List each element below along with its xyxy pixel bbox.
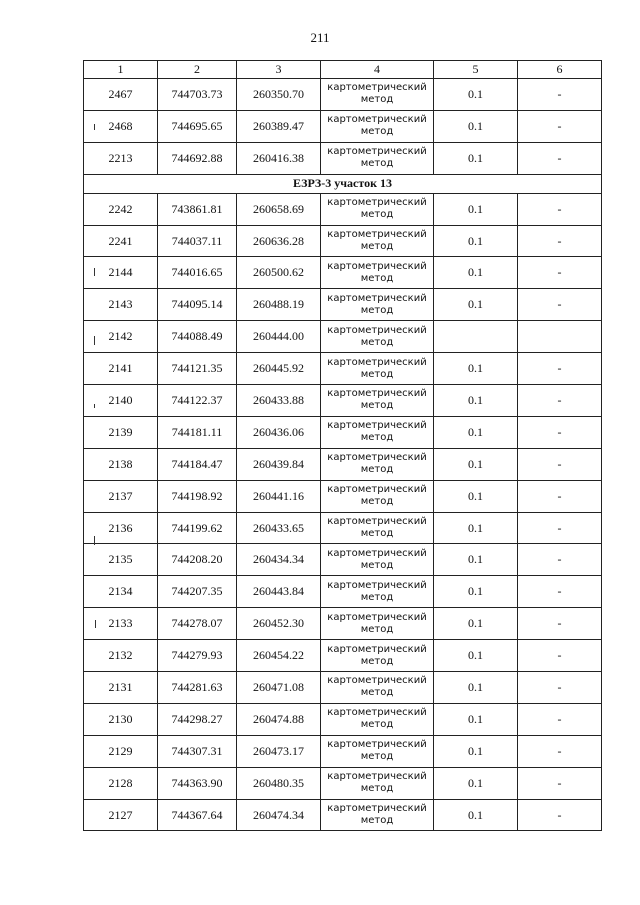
accuracy-cell: 0.1 <box>434 142 518 174</box>
method-text-line: метод <box>360 687 394 699</box>
point-number-cell: 2213 <box>84 142 158 174</box>
point-number-cell: 2242 <box>84 193 158 225</box>
point-number-cell: 2130 <box>84 703 158 735</box>
method-text-line: картометрический <box>327 388 427 400</box>
method-text-line: метод <box>360 336 394 348</box>
accuracy-cell: 0.1 <box>434 640 518 672</box>
x-coordinate-cell: 744095.14 <box>158 289 237 321</box>
method-cell <box>321 353 434 385</box>
point-number-cell: 2136 <box>84 512 158 544</box>
note-cell: - <box>518 193 602 225</box>
method-text-line: картометрический <box>327 292 427 304</box>
y-coordinate-cell: 260658.69 <box>237 193 321 225</box>
accuracy-cell: 0.1 <box>434 703 518 735</box>
method-text-line: метод <box>360 591 394 603</box>
table-row <box>84 672 602 704</box>
point-number-cell: 2468 <box>84 110 158 142</box>
accuracy-cell: 0.1 <box>434 544 518 576</box>
x-coordinate-cell: 744278.07 <box>158 608 237 640</box>
y-coordinate-cell: 260434.34 <box>237 544 321 576</box>
method-text-line: картометрический <box>327 114 427 126</box>
point-number-cell: 2144 <box>84 257 158 289</box>
table-row <box>84 608 602 640</box>
column-header: 4 <box>321 61 434 79</box>
note-cell: - <box>518 79 602 111</box>
note-cell: - <box>518 257 602 289</box>
table-row <box>84 416 602 448</box>
method-text-line: картометрический <box>327 707 427 719</box>
y-coordinate-cell: 260444.00 <box>237 321 321 353</box>
header-row <box>84 61 602 79</box>
accuracy-cell: 0.1 <box>434 480 518 512</box>
point-number-cell: 2132 <box>84 640 158 672</box>
y-coordinate-cell: 260474.88 <box>237 703 321 735</box>
method-cell <box>321 576 434 608</box>
accuracy-cell: 0.1 <box>434 576 518 608</box>
method-text-line: метод <box>360 272 394 284</box>
method-text-line: картометрический <box>327 739 427 751</box>
accuracy-cell: 0.1 <box>434 767 518 799</box>
x-coordinate-cell: 744016.65 <box>158 257 237 289</box>
table-row <box>84 385 602 417</box>
y-coordinate-cell: 260350.70 <box>237 79 321 111</box>
point-number-cell: 2133 <box>84 608 158 640</box>
method-cell <box>321 225 434 257</box>
note-cell: - <box>518 110 602 142</box>
method-cell <box>321 142 434 174</box>
method-text-line: картометрический <box>327 452 427 464</box>
x-coordinate-cell: 744199.62 <box>158 512 237 544</box>
section-header-row <box>84 174 602 193</box>
note-cell: - <box>518 703 602 735</box>
y-coordinate-cell: 260488.19 <box>237 289 321 321</box>
method-text-line: метод <box>360 719 394 731</box>
accuracy-cell: 0.1 <box>434 608 518 640</box>
note-cell: - <box>518 225 602 257</box>
point-number-cell: 2141 <box>84 353 158 385</box>
method-text-line: метод <box>360 241 394 252</box>
table-row <box>84 142 602 174</box>
scan-mark <box>94 268 95 276</box>
method-text-line: метод <box>360 559 394 571</box>
y-coordinate-cell: 260439.84 <box>237 448 321 480</box>
table-row <box>84 353 602 385</box>
accuracy-cell: 0.1 <box>434 799 518 831</box>
x-coordinate-cell: 744298.27 <box>158 703 237 735</box>
method-cell <box>321 512 434 544</box>
method-text-line: картометрический <box>327 771 427 783</box>
y-coordinate-cell: 260500.62 <box>237 257 321 289</box>
y-coordinate-cell: 260443.84 <box>237 576 321 608</box>
point-number-cell: 2139 <box>84 416 158 448</box>
x-coordinate-cell: 744088.49 <box>158 321 237 353</box>
accuracy-cell: 0.1 <box>434 79 518 111</box>
x-coordinate-cell: 744695.65 <box>158 110 237 142</box>
method-text-line: метод <box>360 623 394 635</box>
accuracy-cell: 0.1 <box>434 512 518 544</box>
accuracy-cell: 0.1 <box>434 416 518 448</box>
note-cell: - <box>518 385 602 417</box>
note-cell: - <box>518 448 602 480</box>
table-row <box>84 703 602 735</box>
method-text-line: картометрический <box>327 516 427 528</box>
x-coordinate-cell: 744121.35 <box>158 353 237 385</box>
method-cell <box>321 416 434 448</box>
x-coordinate-cell: 744307.31 <box>158 735 237 767</box>
accuracy-cell: 0.1 <box>434 672 518 704</box>
method-text-line: картометрический <box>327 260 427 272</box>
table-row <box>84 576 602 608</box>
point-number-cell: 2128 <box>84 767 158 799</box>
point-number-cell: 2142 <box>84 321 158 353</box>
note-cell: - <box>518 799 602 831</box>
y-coordinate-cell: 260473.17 <box>237 735 321 767</box>
scan-mark <box>95 620 96 628</box>
table-row <box>84 544 602 576</box>
x-coordinate-cell: 744198.92 <box>158 480 237 512</box>
table-row <box>84 289 602 321</box>
accuracy-cell: 0.1 <box>434 257 518 289</box>
y-coordinate-cell: 260441.16 <box>237 480 321 512</box>
x-coordinate-cell: 744208.20 <box>158 544 237 576</box>
method-text-line: метод <box>360 815 394 827</box>
y-coordinate-cell: 260416.38 <box>237 142 321 174</box>
point-number-cell: 2137 <box>84 480 158 512</box>
point-number-cell: 2241 <box>84 225 158 257</box>
table-row <box>84 480 602 512</box>
accuracy-cell: 0.1 <box>434 735 518 767</box>
note-cell: - <box>518 576 602 608</box>
x-coordinate-cell: 744281.63 <box>158 672 237 704</box>
note-cell: - <box>518 416 602 448</box>
note-cell: - <box>518 608 602 640</box>
accuracy-cell: 0.1 <box>434 353 518 385</box>
scan-mark <box>94 536 95 545</box>
table-row <box>84 735 602 767</box>
method-text-line: картометрический <box>327 356 427 368</box>
accuracy-cell <box>434 321 518 353</box>
method-text-line: картометрический <box>327 547 427 559</box>
x-coordinate-cell: 744363.90 <box>158 767 237 799</box>
point-number-cell: 2131 <box>84 672 158 704</box>
method-text-line: картометрический <box>327 484 427 496</box>
x-coordinate-cell: 744692.88 <box>158 142 237 174</box>
column-header: 6 <box>518 61 602 79</box>
section-title: ЕЗРЗ-3 участок 13 <box>84 174 602 193</box>
x-coordinate-cell: 744207.35 <box>158 576 237 608</box>
table-row <box>84 767 602 799</box>
note-cell: - <box>518 289 602 321</box>
method-text-line: метод <box>360 464 394 476</box>
y-coordinate-cell: 260480.35 <box>237 767 321 799</box>
y-coordinate-cell: 260445.92 <box>237 353 321 385</box>
scan-mark <box>94 404 95 408</box>
method-text-line: картометрический <box>327 229 427 240</box>
y-coordinate-cell: 260433.88 <box>237 385 321 417</box>
method-cell <box>321 385 434 417</box>
y-coordinate-cell: 260636.28 <box>237 225 321 257</box>
method-cell <box>321 735 434 767</box>
note-cell: - <box>518 640 602 672</box>
table-row <box>84 79 602 111</box>
method-text-line: картометрический <box>327 82 427 94</box>
x-coordinate-cell: 744703.73 <box>158 79 237 111</box>
method-cell <box>321 767 434 799</box>
point-number-cell: 2127 <box>84 799 158 831</box>
method-cell <box>321 193 434 225</box>
method-cell <box>321 321 434 353</box>
x-coordinate-cell: 744037.11 <box>158 225 237 257</box>
method-cell <box>321 257 434 289</box>
column-header: 5 <box>434 61 518 79</box>
method-text-line: картометрический <box>327 420 427 432</box>
y-coordinate-cell: 260471.08 <box>237 672 321 704</box>
accuracy-cell: 0.1 <box>434 110 518 142</box>
scan-mark <box>94 336 95 345</box>
method-cell <box>321 448 434 480</box>
table-row <box>84 448 602 480</box>
method-cell <box>321 608 434 640</box>
page-number: 211 <box>310 30 330 45</box>
table-row <box>84 257 602 289</box>
scan-mark <box>94 124 95 130</box>
method-text-line: метод <box>360 432 394 444</box>
note-cell: - <box>518 544 602 576</box>
method-cell <box>321 289 434 321</box>
x-coordinate-cell: 744279.93 <box>158 640 237 672</box>
note-cell: - <box>518 480 602 512</box>
table-row <box>84 799 602 831</box>
column-header: 1 <box>84 61 158 79</box>
method-cell <box>321 799 434 831</box>
accuracy-cell: 0.1 <box>434 385 518 417</box>
point-number-cell: 2129 <box>84 735 158 767</box>
method-cell <box>321 640 434 672</box>
y-coordinate-cell: 260436.06 <box>237 416 321 448</box>
accuracy-cell: 0.1 <box>434 448 518 480</box>
table-body <box>84 79 602 831</box>
table-row <box>84 193 602 225</box>
y-coordinate-cell: 260389.47 <box>237 110 321 142</box>
method-text-line: картометрический <box>327 643 427 655</box>
method-text-line: картометрический <box>327 675 427 687</box>
y-coordinate-cell: 260454.22 <box>237 640 321 672</box>
x-coordinate-cell: 743861.81 <box>158 193 237 225</box>
accuracy-cell: 0.1 <box>434 289 518 321</box>
method-text-line: картометрический <box>327 611 427 623</box>
column-header: 2 <box>158 61 237 79</box>
x-coordinate-cell: 744122.37 <box>158 385 237 417</box>
note-cell: - <box>518 672 602 704</box>
method-cell <box>321 110 434 142</box>
point-number-cell: 2135 <box>84 544 158 576</box>
method-text-line: картометрический <box>327 579 427 591</box>
point-number-cell: 2467 <box>84 79 158 111</box>
method-text-line: картометрический <box>327 324 427 336</box>
note-cell: - <box>518 142 602 174</box>
method-text-line: картометрический <box>327 197 427 209</box>
table-row <box>84 640 602 672</box>
method-cell <box>321 544 434 576</box>
note-cell: - <box>518 767 602 799</box>
x-coordinate-cell: 744181.11 <box>158 416 237 448</box>
method-text-line: метод <box>360 783 394 795</box>
table-row <box>84 110 602 142</box>
y-coordinate-cell: 260433.65 <box>237 512 321 544</box>
point-number-cell: 2143 <box>84 289 158 321</box>
note-cell <box>518 321 602 353</box>
column-header: 3 <box>237 61 321 79</box>
method-text-line: метод <box>360 400 394 412</box>
method-text-line: метод <box>360 209 394 221</box>
y-coordinate-cell: 260474.34 <box>237 799 321 831</box>
x-coordinate-cell: 744184.47 <box>158 448 237 480</box>
method-text-line: метод <box>360 496 394 508</box>
method-text-line: метод <box>360 304 394 316</box>
method-text-line: метод <box>360 126 394 138</box>
method-text-line: метод <box>360 655 394 667</box>
method-cell <box>321 79 434 111</box>
note-cell: - <box>518 512 602 544</box>
method-text-line: картометрический <box>327 146 427 158</box>
x-coordinate-cell: 744367.64 <box>158 799 237 831</box>
coordinates-table <box>83 60 602 831</box>
note-cell: - <box>518 735 602 767</box>
point-number-cell: 2134 <box>84 576 158 608</box>
note-cell: - <box>518 353 602 385</box>
point-number-cell: 2138 <box>84 448 158 480</box>
method-text-line: метод <box>360 751 394 763</box>
y-coordinate-cell: 260452.30 <box>237 608 321 640</box>
point-number-cell: 2140 <box>84 385 158 417</box>
method-cell <box>321 480 434 512</box>
accuracy-cell: 0.1 <box>434 225 518 257</box>
method-text-line: метод <box>360 158 394 170</box>
method-cell <box>321 703 434 735</box>
method-text-line: метод <box>360 94 394 106</box>
method-text-line: картометрический <box>327 803 427 815</box>
table-row <box>84 321 602 353</box>
table-row <box>84 225 602 257</box>
table-row <box>84 512 602 544</box>
method-text-line: метод <box>360 368 394 380</box>
method-text-line: метод <box>360 528 394 540</box>
method-cell <box>321 672 434 704</box>
accuracy-cell: 0.1 <box>434 193 518 225</box>
